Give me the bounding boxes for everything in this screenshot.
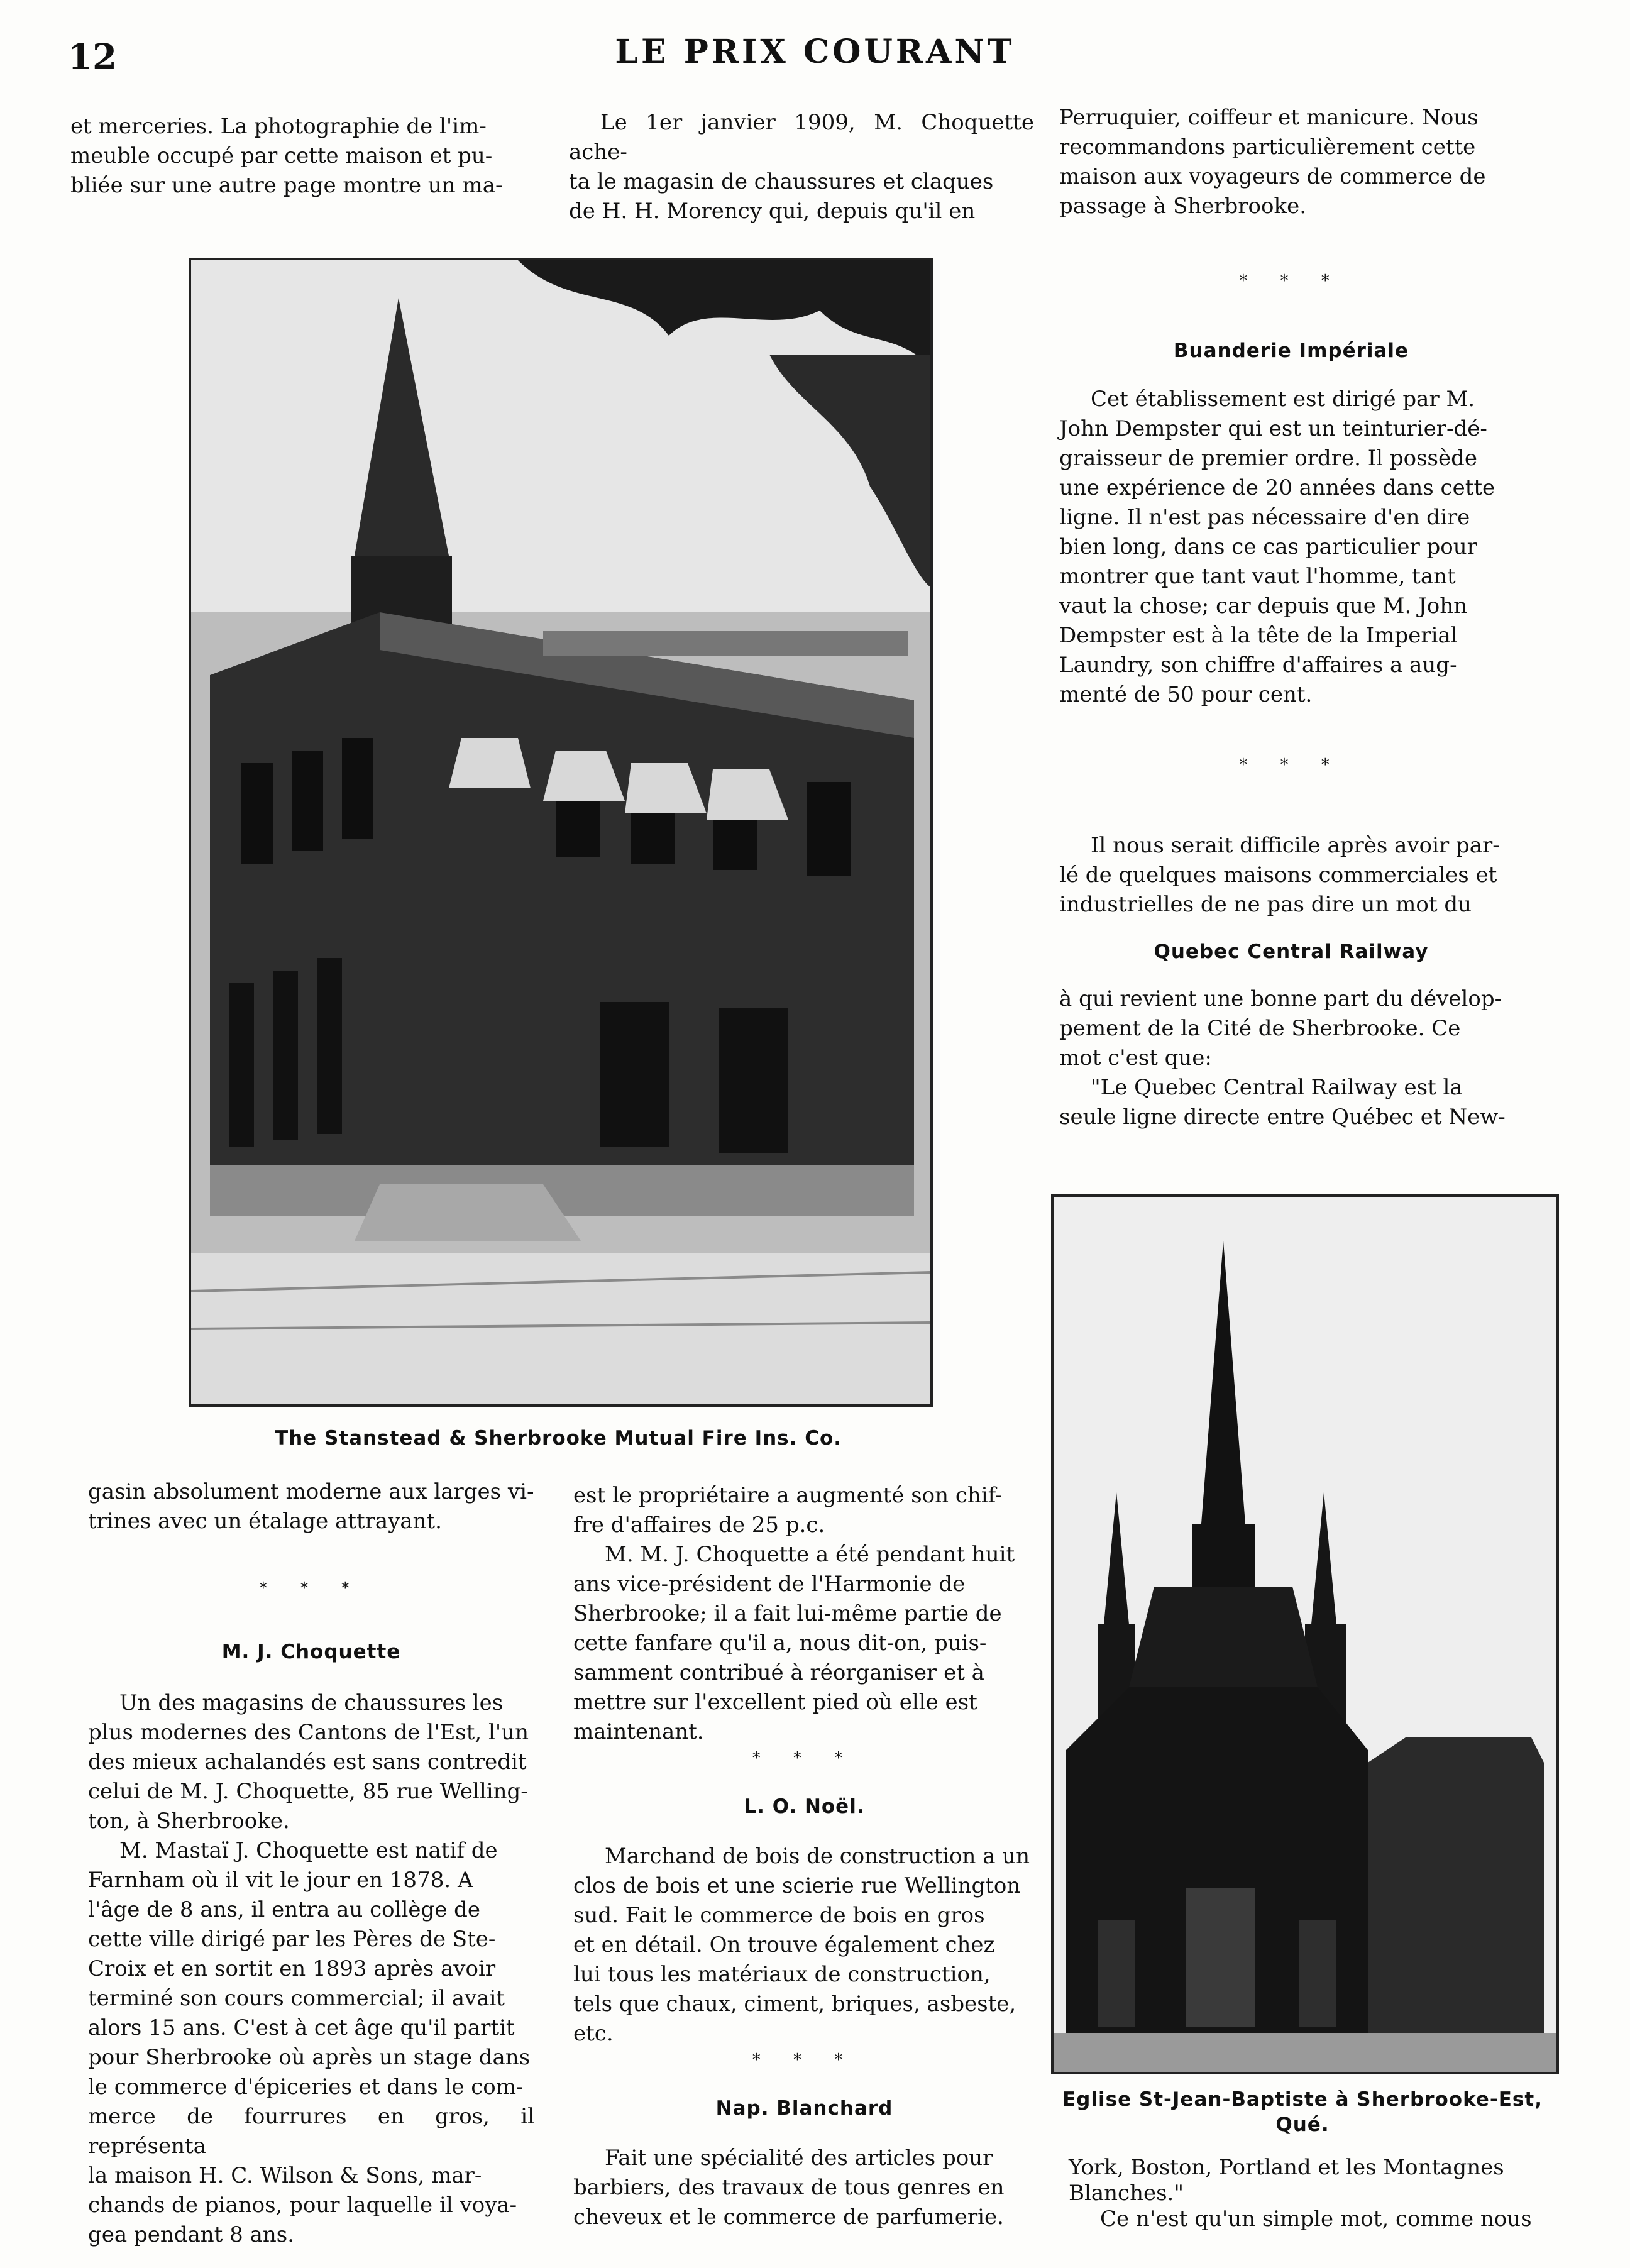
text-line: graisseur de premier ordre. Il possède bbox=[1059, 446, 1477, 471]
text-line: fre d'affaires de 25 p.c. bbox=[573, 1512, 825, 1538]
text-line: Ce n'est qu'un simple mot, comme nous bbox=[1100, 2206, 1532, 2232]
text-line: passage à Sherbrooke. bbox=[1059, 194, 1307, 219]
text-line: cheveux et le commerce de parfumerie. bbox=[573, 2205, 1004, 2230]
text-line: trines avec un étalage attrayant. bbox=[88, 1509, 442, 1534]
text-line: menté de 50 pour cent. bbox=[1059, 682, 1313, 707]
text-line: de H. H. Morency qui, depuis qu'il en bbox=[569, 199, 976, 224]
heading-choquette: M. J. Choquette bbox=[221, 1641, 401, 1663]
text-line: industrielles de ne pas dire un mot du bbox=[1059, 892, 1472, 917]
section-separator: * * * bbox=[1239, 272, 1343, 290]
heading-noel: L. O. Noël. bbox=[744, 1795, 865, 1818]
caption-line: Qué. bbox=[1275, 2113, 1330, 2136]
text-line: Il nous serait difficile après avoir par- bbox=[1091, 833, 1500, 858]
text-line: Sherbrooke; il a fait lui-même partie de bbox=[573, 1601, 1002, 1626]
text-line: Laundry, son chiffre d'affaires a aug- bbox=[1059, 652, 1457, 678]
text-line: sud. Fait le commerce de bois en gros bbox=[573, 1903, 985, 1928]
text-line: lui tous les matériaux de construction, bbox=[573, 1962, 991, 1987]
text-line: recommandons particulièrement cette bbox=[1059, 135, 1476, 160]
text-line: Un des magasins de chaussures les bbox=[119, 1690, 504, 1715]
col3-top-text bbox=[1059, 103, 1523, 221]
text-line: celui de M. J. Choquette, 85 rue Welling- bbox=[88, 1779, 528, 1804]
text-line: bien long, dans ce cas particulier pour bbox=[1059, 534, 1477, 559]
text-line: une expérience de 20 années dans cette bbox=[1059, 475, 1495, 500]
text-line: gea pendant 8 ans. bbox=[88, 2222, 295, 2247]
text-line: cette ville dirigé par les Pères de Ste- bbox=[88, 1927, 496, 1952]
section-separator: * * * bbox=[752, 1749, 857, 1768]
choquette-text bbox=[88, 1688, 534, 2250]
text-line: meuble occupé par cette maison et pu- bbox=[70, 143, 493, 168]
text-line: bliée sur une autre page montre un ma- bbox=[70, 173, 503, 198]
text-line: ton, à Sherbrooke. bbox=[88, 1808, 290, 1834]
text-line: Le 1er janvier 1909, M. Choquette ache- bbox=[569, 110, 1034, 165]
text-line: barbiers, des travaux de tous genres en bbox=[573, 2175, 1005, 2200]
text-line: ligne. Il n'est pas nécessaire d'en dire bbox=[1059, 505, 1470, 530]
text-line: pement de la Cité de Sherbrooke. Ce bbox=[1059, 1016, 1461, 1041]
quebec-text bbox=[1059, 984, 1523, 1132]
text-line: Fait une spécialité des articles pour bbox=[605, 2145, 993, 2171]
text-line: lé de quelques maisons commerciales et bbox=[1059, 862, 1497, 888]
text-line: mot c'est que: bbox=[1059, 1045, 1212, 1071]
masthead-title: LE PRIX COURANT bbox=[615, 33, 1015, 71]
text-line: gasin absolument moderne aux larges vi- bbox=[88, 1479, 534, 1504]
photo-stanstead-building bbox=[189, 258, 933, 1407]
text-line: Cet établissement est dirigé par M. bbox=[1091, 387, 1475, 412]
heading-blanchard: Nap. Blanchard bbox=[715, 2097, 893, 2120]
text-line: Perruquier, coiffeur et manicure. Nous bbox=[1059, 105, 1479, 130]
text-line: chands de pianos, pour laquelle il voya- bbox=[88, 2193, 517, 2218]
col2-bottom-text bbox=[573, 1481, 1035, 1747]
buanderie-text bbox=[1059, 385, 1523, 710]
text-line: ans vice-président de l'Harmonie de bbox=[573, 1572, 966, 1597]
page-number: 12 bbox=[68, 36, 117, 78]
noel-text bbox=[573, 1842, 1035, 2049]
building-photo-illustration bbox=[191, 260, 930, 1404]
text-line: samment contribué à réorganiser et à bbox=[573, 1660, 984, 1685]
col2-top-text bbox=[569, 108, 1034, 226]
text-line: à qui revient une bonne part du dévelop- bbox=[1059, 986, 1502, 1011]
text-line: tels que chaux, ciment, briques, asbeste, bbox=[573, 1991, 1016, 2017]
text-line: et en détail. On trouve également chez bbox=[573, 1932, 995, 1957]
text-line: maison aux voyageurs de commerce de bbox=[1059, 164, 1486, 189]
text-line: seule ligne directe entre Québec et New- bbox=[1059, 1104, 1506, 1130]
photo2-caption bbox=[1051, 2087, 1554, 2137]
text-line: Blanches." bbox=[1069, 2181, 1184, 2206]
text-line: M. Mastaï J. Choquette est natif de bbox=[119, 1838, 498, 1863]
photo-eglise-st-jean-baptiste bbox=[1051, 1194, 1559, 2074]
text-line: York, Boston, Portland et les Montagnes bbox=[1069, 2155, 1504, 2180]
text-line: Marchand de bois de construction a un bbox=[605, 1844, 1030, 1869]
text-line: cette fanfare qu'il a, nous dit-on, puis- bbox=[573, 1631, 987, 1656]
section-separator: * * * bbox=[259, 1579, 363, 1598]
text-line: Dempster est à la tête de la Imperial bbox=[1059, 623, 1458, 648]
text-line: plus modernes des Cantons de l'Est, l'un bbox=[88, 1720, 529, 1745]
text-line: ta le magasin de chaussures et claques bbox=[569, 169, 994, 194]
text-line: est le propriétaire a augmenté son chif- bbox=[573, 1483, 1003, 1508]
text-line: Croix et en sortit en 1893 après avoir bbox=[88, 1956, 496, 1981]
text-line: terminé son cours commercial; il avait bbox=[88, 1986, 505, 2011]
text-line: merce de fourrures en gros, il représenta bbox=[88, 2104, 534, 2159]
photo1-caption: The Stanstead & Sherbrooke Mutual Fire Ins. Co. bbox=[274, 1427, 842, 1450]
text-line: des mieux achalandés est sans contredit bbox=[88, 1749, 527, 1775]
text-line: clos de bois et une scierie rue Wellington bbox=[573, 1873, 1021, 1898]
caption-line: Eglise St-Jean-Baptiste à Sherbrooke-Est, bbox=[1062, 2088, 1543, 2111]
blanchard-text bbox=[573, 2144, 1035, 2232]
text-line: l'âge de 8 ans, il entra au collège de bbox=[88, 1897, 481, 1922]
text-line: mettre sur l'excellent pied où elle est bbox=[573, 1690, 977, 1715]
text-line: John Dempster qui est un teinturier-dé- bbox=[1059, 416, 1487, 441]
heading-quebec-central: Quebec Central Railway bbox=[1154, 940, 1429, 963]
text-line: etc. bbox=[573, 2021, 614, 2046]
text-line: le commerce d'épiceries et dans le com- bbox=[88, 2074, 524, 2100]
section-separator: * * * bbox=[752, 2051, 857, 2069]
text-line: M. M. J. Choquette a été pendant huit bbox=[605, 1542, 1015, 1567]
heading-buanderie: Buanderie Impériale bbox=[1173, 339, 1409, 362]
text-line: maintenant. bbox=[573, 1719, 704, 1744]
col1-top-text bbox=[70, 112, 534, 201]
text-line: pour Sherbrooke où après un stage dans bbox=[88, 2045, 531, 2070]
col3-bottom-text bbox=[1069, 2155, 1541, 2232]
quebec-intro-text bbox=[1059, 831, 1523, 920]
text-line: montrer que tant vaut l'homme, tant bbox=[1059, 564, 1456, 589]
col1-bottom-text bbox=[88, 1477, 534, 1536]
text-line: alors 15 ans. C'est à cet âge qu'il partit bbox=[88, 2015, 515, 2040]
section-separator: * * * bbox=[1239, 756, 1343, 774]
text-line: Farnham où il vit le jour en 1878. A bbox=[88, 1868, 473, 1893]
text-line: et merceries. La photographie de l'im- bbox=[70, 114, 487, 139]
text-line: la maison H. C. Wilson & Sons, mar- bbox=[88, 2163, 482, 2188]
text-line: vaut la chose; car depuis que M. John bbox=[1059, 593, 1468, 619]
text-line: "Le Quebec Central Railway est la bbox=[1091, 1075, 1463, 1100]
church-photo-illustration bbox=[1054, 1197, 1556, 2072]
